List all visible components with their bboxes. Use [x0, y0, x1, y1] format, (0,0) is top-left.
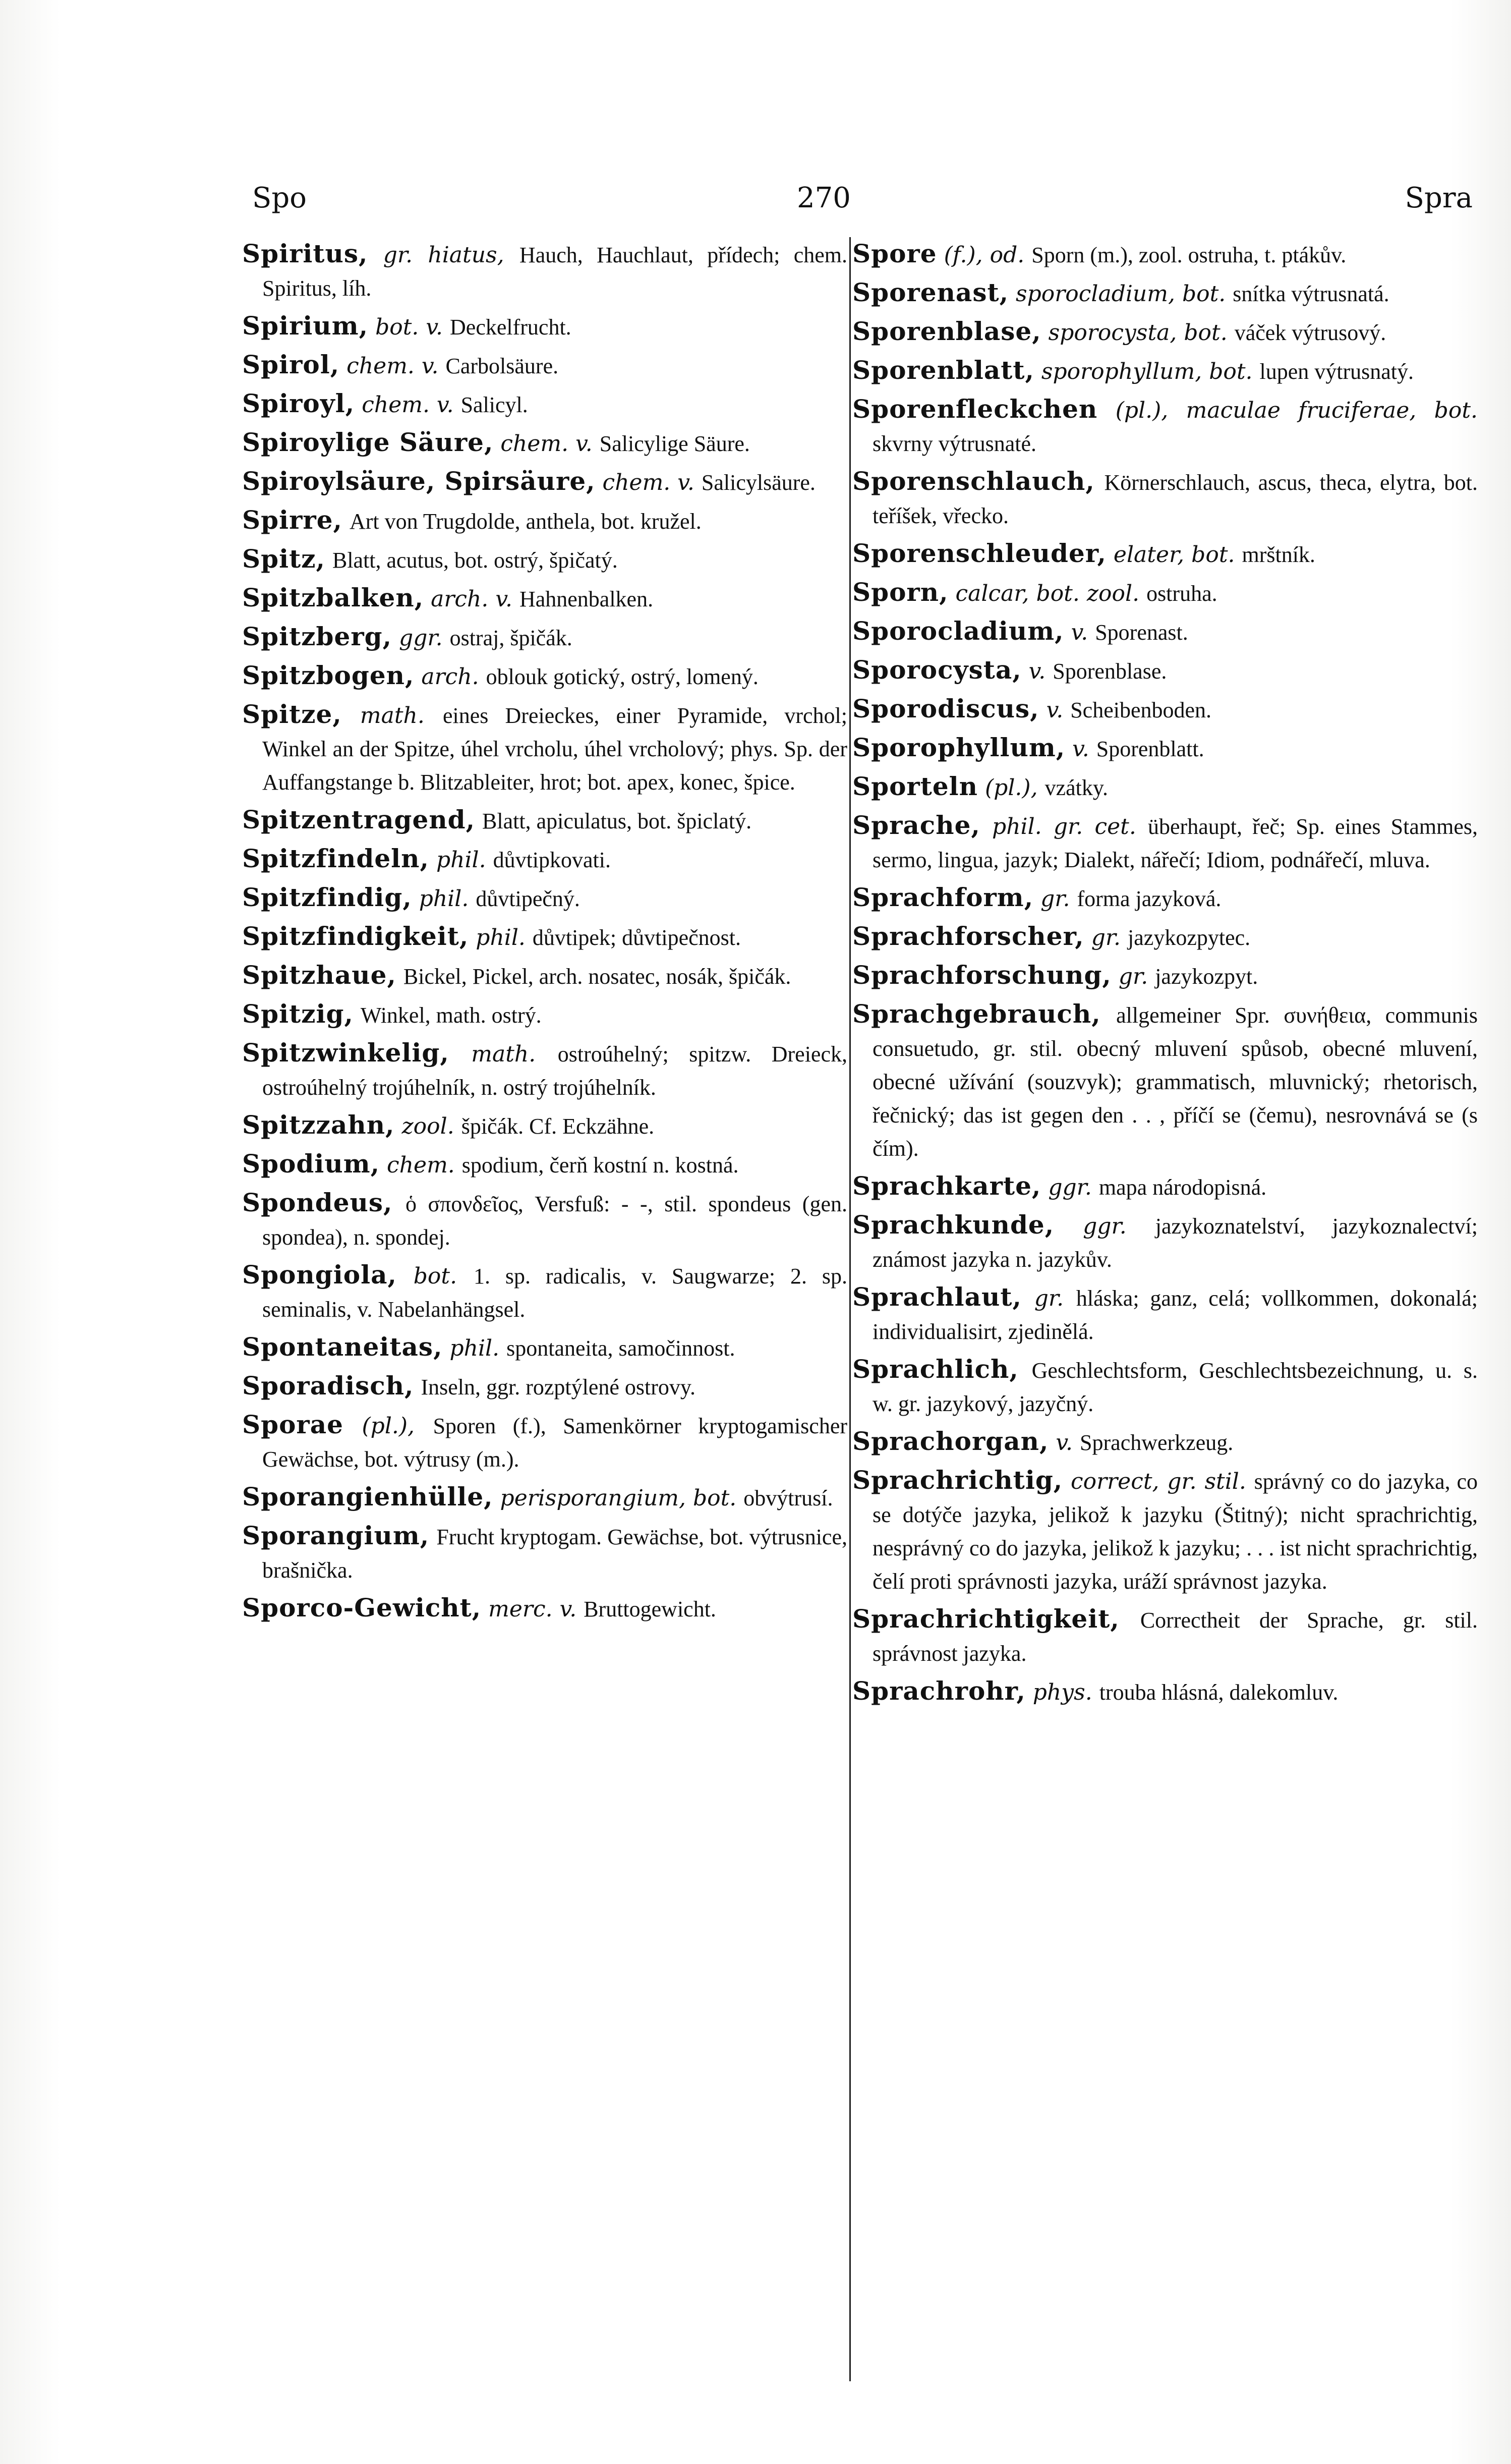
entry-translation: spodium, čerň kostní n. kostná.: [461, 1153, 739, 1178]
entry-headword: Sporn,: [852, 577, 949, 607]
entry-translation: überhaupt, řeč; Sp. eines Stammes, sermo, lingua, jazyk; Dialekt, nářečí; Idiom, podnářečí, mluva.: [873, 814, 1478, 872]
dictionary-entry: [852, 881, 1478, 916]
entry-headword: Sprachorgan,: [852, 1426, 1049, 1456]
entry-translation: důvtipečný.: [476, 886, 580, 911]
dictionary-entry: [242, 1330, 847, 1365]
entry-headword: Sporocladium,: [852, 616, 1064, 646]
entry-translation: Bruttogewicht.: [584, 1597, 716, 1621]
entry-domain-label: arch.: [421, 664, 479, 690]
dictionary-entry: [242, 1036, 847, 1104]
entry-domain-label: sporocladium, bot.: [1015, 281, 1226, 307]
entry-domain-label: perisporangium, bot.: [500, 1485, 737, 1511]
dictionary-entry: [242, 581, 847, 616]
entry-domain-label: correct, gr. stil.: [1070, 1469, 1246, 1494]
dictionary-entry: [242, 542, 847, 577]
entry-headword: Spitzig,: [242, 999, 354, 1029]
dictionary-entry: [242, 698, 847, 799]
entry-domain-label: sporocysta, bot.: [1048, 320, 1228, 346]
entry-translation: Hahnenbalken.: [519, 587, 654, 611]
entry-domain-label: phil.: [419, 886, 469, 912]
entry-translation: Sprachwerkzeug.: [1080, 1430, 1234, 1455]
entry-domain-label: phys.: [1032, 1679, 1092, 1705]
entry-domain-label: ggr.: [399, 625, 443, 651]
dictionary-entry: [852, 959, 1478, 993]
dictionary-entry: [852, 1464, 1478, 1598]
entry-headword: Spitzwinkelig,: [242, 1038, 449, 1068]
entry-translation: jazykozpytec.: [1128, 925, 1251, 950]
entry-headword: Sporteln: [852, 771, 978, 801]
entry-headword: Sporenast,: [852, 277, 1009, 307]
entry-translation: Carbolsäure.: [445, 354, 559, 378]
entry-domain-label: phil.: [449, 1335, 500, 1361]
entry-translation: allgemeiner Spr. συνήθεια, communis consuetudo, gr. stil. obecný mluvení spůsob, obecné mluvení, obecné užívání (souzvyk); grammatisch, mluvnický; rhetorisch, řečnický; das ist gegen den . . , příčí se (čemu), nesrovnává se (s čím).: [873, 1003, 1478, 1161]
entry-translation: ὁ σπονδεῖος, Versfuß: - -, stil. spondeus (gen. spondea), n. spondej.: [262, 1192, 847, 1250]
dictionary-entry: [852, 731, 1478, 766]
entry-headword: Spore: [852, 239, 937, 268]
entry-domain-label: phil.: [476, 925, 526, 950]
dictionary-entry: [242, 309, 847, 344]
dictionary-entry: [242, 237, 847, 305]
dictionary-entry: [852, 920, 1478, 955]
entry-domain-label: chem. v.: [346, 353, 439, 379]
entry-translation: snítka výtrusnatá.: [1233, 282, 1389, 306]
entry-domain-label: math.: [360, 703, 425, 729]
dictionary-entry: [242, 387, 847, 422]
entry-domain-label: gr.: [1040, 886, 1070, 912]
entry-translation: Correctheit der Sprache, gr. stil. správnost jazyka.: [873, 1608, 1478, 1666]
entry-translation: Scheibenboden.: [1070, 698, 1212, 722]
entry-domain-label: (pl.), maculae fruciferae, bot.: [1115, 398, 1478, 423]
entry-translation: Deckelfrucht.: [450, 315, 571, 340]
entry-translation: Art von Trugdolde, anthela, bot. kružel.: [349, 509, 702, 534]
entry-headword: Sprachkarte,: [852, 1171, 1041, 1201]
entry-domain-label: gr.: [1034, 1285, 1064, 1311]
entry-headword: Sporangienhülle,: [242, 1482, 493, 1511]
dictionary-entry: [242, 1519, 847, 1587]
entry-headword: Sporadisch,: [242, 1371, 414, 1401]
entry-domain-label: ggr.: [1083, 1213, 1127, 1239]
entry-translation: forma jazyková.: [1077, 886, 1222, 911]
entry-translation: Salicylsäure.: [701, 470, 816, 495]
dictionary-entry: [242, 803, 847, 838]
entry-headword: Sprachkunde,: [852, 1210, 1055, 1240]
column-divider: [849, 237, 851, 2381]
dictionary-entry: [242, 503, 847, 538]
entry-headword: Sporodiscus,: [852, 694, 1039, 723]
entry-headword: Spiroylige Säure,: [242, 427, 494, 457]
entry-translation: ostraj, špičák.: [449, 626, 572, 650]
entry-headword: Sprachlaut,: [852, 1282, 1022, 1312]
entry-translation: Blatt, acutus, bot. ostrý, špičatý.: [332, 548, 618, 573]
entry-domain-label: ggr.: [1048, 1174, 1092, 1200]
entry-translation: vzátky.: [1044, 775, 1108, 800]
dictionary-entry: [852, 1280, 1478, 1349]
header-last-word: Spra: [1405, 182, 1473, 214]
dictionary-entry: [242, 620, 847, 655]
entry-headword: Spiritus,: [242, 239, 368, 268]
entry-translation: mrštník.: [1242, 542, 1315, 567]
entry-headword: Sporenschlauch,: [852, 466, 1095, 496]
dictionary-entry: [242, 1108, 847, 1143]
entry-headword: Spitzberg,: [242, 622, 392, 651]
dictionary-entry: [242, 426, 847, 461]
entry-headword: Spitz,: [242, 544, 325, 574]
entry-domain-label: calcar, bot. zool.: [955, 581, 1140, 606]
entry-headword: Sporae: [242, 1410, 343, 1439]
entry-domain-label: sporophyllum, bot.: [1041, 359, 1253, 384]
dictionary-entry: [852, 997, 1478, 1165]
dictionary-entry: [242, 659, 847, 694]
left-column: [242, 237, 847, 2381]
entry-translation: eines Dreieckes, einer Pyramide, vrchol; Winkel an der Spitze, úhel vrcholu, úhel vrcholový; phys. Sp. der Auffangstange b. Blitzableiter, hrot; bot. apex, konec, špice.: [262, 703, 847, 795]
entry-translation: Geschlechtsform, Geschlechtsbezeichnung, u. s. w. gr. jazykový, jazyčný.: [873, 1358, 1478, 1416]
entry-translation: trouba hlásná, dalekomluv.: [1099, 1680, 1339, 1705]
entry-headword: Spongiola,: [242, 1260, 397, 1290]
dictionary-entry: [242, 959, 847, 993]
entry-translation: Sporenblatt.: [1096, 737, 1204, 761]
entry-headword: Sporenschleuder,: [852, 538, 1107, 568]
entry-headword: Sprachrichtig,: [852, 1465, 1063, 1495]
entry-translation: lupen výtrusnatý.: [1259, 359, 1414, 384]
dictionary-entry: [242, 1186, 847, 1254]
entry-domain-label: gr.: [1091, 925, 1121, 950]
entry-domain-label: bot.: [413, 1263, 457, 1289]
entry-domain-label: zool.: [401, 1113, 454, 1139]
entry-headword: Sprachgebrauch,: [852, 999, 1101, 1029]
entry-domain-label: (pl.),: [362, 1413, 415, 1439]
dictionary-entry: [852, 1602, 1478, 1670]
entry-translation: Salicyl.: [460, 393, 528, 417]
entry-translation: Salicylige Säure.: [599, 431, 750, 456]
entry-translation: špičák. Cf. Eckzähne.: [461, 1114, 655, 1139]
entry-translation: hláska; ganz, celá; vollkommen, dokonalá; individualisirt, zjedinělá.: [873, 1286, 1478, 1344]
entry-translation: jazykoznatelství, jazykoznalectví; známost jazyka n. jazykův.: [873, 1214, 1478, 1272]
dictionary-entry: [852, 1353, 1478, 1421]
entry-headword: Spirre,: [242, 505, 342, 535]
entry-headword: Sprachrohr,: [852, 1676, 1026, 1706]
dictionary-entry: [852, 1674, 1478, 1709]
entry-domain-label: v.: [1071, 620, 1088, 645]
entry-translation: Sporen (f.), Samenkörner kryptogamischer Gewächse, bot. výtrusy (m.).: [262, 1414, 847, 1472]
entry-headword: Spirium,: [242, 311, 369, 341]
entry-translation: obvýtrusí.: [743, 1486, 833, 1510]
entry-headword: Spitzhaue,: [242, 960, 396, 990]
entry-translation: jazykozpyt.: [1155, 964, 1258, 989]
entry-domain-label: (f.), od.: [944, 242, 1025, 268]
entry-translation: oblouk gotický, ostrý, lomený.: [486, 664, 759, 689]
dictionary-entry: [242, 1591, 847, 1626]
entry-domain-label: v.: [1072, 736, 1089, 762]
entry-translation: Hauch, Hauchlaut, přídech; chem. Spiritus, líh.: [262, 243, 847, 301]
entry-headword: Sprache,: [852, 810, 980, 840]
entry-translation: Körnerschlauch, ascus, theca, elytra, bot. teříšek, vřecko.: [873, 470, 1478, 528]
dictionary-entry: [242, 465, 847, 499]
entry-translation: skvrny výtrusnaté.: [873, 431, 1037, 456]
entry-headword: Spitzfindeln,: [242, 844, 429, 873]
entry-domain-label: v.: [1056, 1430, 1073, 1455]
entry-translation: Winkel, math. ostrý.: [360, 1003, 542, 1028]
entry-domain-label: phil.: [436, 847, 486, 873]
dictionary-entry: [242, 1147, 847, 1182]
entry-translation: Inseln, ggr. rozptýlené ostrovy.: [421, 1375, 696, 1399]
entry-headword: Sporco-Gewicht,: [242, 1593, 482, 1622]
page-number: 270: [797, 182, 851, 214]
entry-translation: důvtipkovati.: [493, 848, 611, 872]
entry-domain-label: arch. v.: [431, 586, 512, 612]
entry-domain-label: merc. v.: [488, 1596, 577, 1622]
entry-headword: Spitze,: [242, 699, 342, 729]
entry-headword: Sprachlich,: [852, 1354, 1019, 1384]
entry-translation: správný co do jazyka, co se dotýče jazyka, jelikož k jazyku (Štitný); nicht sprachrichtig, nesprávný co do jazyka, jelikož k jazyku; . . . ist nicht sprachrichtig, čelí proti správnosti jazyka, uráží správnost jazyka.: [873, 1469, 1478, 1594]
entry-headword: Sporenblase,: [852, 316, 1041, 346]
dictionary-entry: [852, 770, 1478, 805]
entry-headword: Sprachforschung,: [852, 960, 1112, 990]
entry-translation: ostruha.: [1146, 581, 1217, 606]
entry-headword: Spiroyl,: [242, 388, 355, 418]
entry-translation: Bickel, Pickel, arch. nosatec, nosák, špičák.: [403, 964, 791, 989]
entry-domain-label: v.: [1046, 697, 1064, 723]
entry-domain-label: gr.: [1118, 964, 1148, 989]
page-header: [252, 182, 1473, 222]
dictionary-entry: [852, 1169, 1478, 1204]
dictionary-entry: [242, 1369, 847, 1404]
entry-headword: Spodium,: [242, 1149, 380, 1179]
entry-headword: Sporocysta,: [852, 655, 1022, 685]
dictionary-entry: [242, 920, 847, 955]
entry-headword: Sporophyllum,: [852, 733, 1066, 762]
entry-translation: Blatt, apiculatus, bot. špiclatý.: [482, 809, 752, 833]
dictionary-entry: [242, 842, 847, 877]
entry-domain-label: bot. v.: [375, 314, 443, 340]
entry-translation: Frucht kryptogam. Gewächse, bot. výtrusnice, brašnička.: [262, 1525, 847, 1583]
dictionary-entry: [852, 393, 1478, 461]
entry-translation: Sporn (m.), zool. ostruha, t. ptákův.: [1031, 243, 1347, 267]
entry-translation: 1. sp. radicalis, v. Saugwarze; 2. sp. seminalis, v. Nabelanhängsel.: [262, 1264, 847, 1322]
entry-headword: Spitzbalken,: [242, 583, 424, 612]
dictionary-entry: [852, 354, 1478, 388]
entry-domain-label: chem. v.: [362, 392, 454, 418]
dictionary-entry: [852, 465, 1478, 533]
dictionary-entry: [852, 614, 1478, 649]
dictionary-entry: [242, 1480, 847, 1515]
dictionary-entry: [852, 537, 1478, 572]
entry-headword: Spitzbogen,: [242, 660, 415, 690]
entry-domain-label: chem. v.: [602, 470, 694, 495]
entry-translation: mapa národopisná.: [1098, 1175, 1267, 1200]
entry-translation: spontaneita, samočinnost.: [506, 1336, 735, 1361]
entry-headword: Sprachforscher,: [852, 921, 1084, 951]
entry-headword: Spitzfindigkeit,: [242, 921, 469, 951]
dictionary-entry: [852, 315, 1478, 350]
entry-domain-label: chem. v.: [500, 431, 593, 457]
entry-translation: ostroúhelný; spitzw. Dreieck, ostroúhelný trojúhelník, n. ostrý trojúhelník.: [262, 1042, 847, 1100]
entry-headword: Spitzfindig,: [242, 882, 412, 912]
entry-headword: Spontaneitas,: [242, 1332, 443, 1362]
entry-headword: Spiroylsäure, Spirsäure,: [242, 466, 596, 496]
entry-headword: Sporenfleckchen: [852, 394, 1098, 424]
dictionary-entry: [852, 692, 1478, 727]
entry-headword: Spitzzahn,: [242, 1110, 395, 1140]
entry-headword: Spirol,: [242, 350, 340, 379]
entry-domain-label: elater, bot.: [1113, 542, 1235, 568]
entry-domain-label: chem.: [387, 1152, 455, 1178]
entry-headword: Spitzentragend,: [242, 805, 476, 834]
entry-headword: Sprachform,: [852, 882, 1034, 912]
dictionary-entry: [852, 653, 1478, 688]
entry-domain-label: phil. gr. cet.: [992, 814, 1136, 839]
entry-domain-label: math.: [471, 1041, 536, 1067]
entry-headword: Spondeus,: [242, 1188, 393, 1217]
dictionary-entry: [242, 1408, 847, 1476]
entry-translation: důvtipek; důvtipečnost.: [532, 925, 741, 950]
dictionary-entry: [242, 348, 847, 383]
entry-headword: Sporenblatt,: [852, 355, 1034, 385]
dictionary-entry: [852, 1425, 1478, 1460]
dictionary-entry: [852, 237, 1478, 272]
entry-headword: Sprachrichtigkeit,: [852, 1604, 1120, 1634]
dictionary-entry: [852, 809, 1478, 877]
right-column: [852, 237, 1478, 2381]
entry-translation: Sporenast.: [1095, 620, 1188, 645]
dictionary-entry: [242, 1258, 847, 1326]
entry-domain-label: gr. hiatus,: [383, 242, 504, 268]
dictionary-entry: [852, 576, 1478, 610]
entry-translation: váček výtrusový.: [1234, 320, 1386, 345]
dictionary-entry: [852, 276, 1478, 311]
entry-headword: Sporangium,: [242, 1521, 430, 1550]
entry-translation: Sporenblase.: [1053, 659, 1167, 684]
dictionary-entry: [852, 1208, 1478, 1276]
dictionary-entry: [242, 997, 847, 1032]
entry-domain-label: v.: [1028, 658, 1046, 684]
header-first-word: Spo: [252, 182, 307, 214]
entry-domain-label: (pl.),: [985, 775, 1038, 801]
dictionary-entry: [242, 881, 847, 916]
